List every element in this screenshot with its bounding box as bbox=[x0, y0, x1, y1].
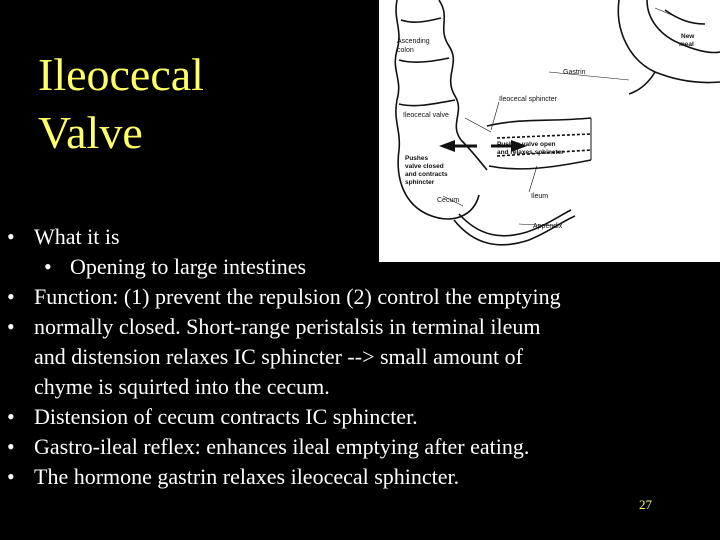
label-new-meal-1: New bbox=[681, 33, 695, 40]
label-pushes-closed-4: sphincter bbox=[405, 179, 435, 186]
bullet-gastro-ileal-reflex bbox=[0, 432, 720, 462]
bullet-text: Opening to large intestines bbox=[70, 254, 307, 279]
label-pushes-closed-3: and contracts bbox=[405, 171, 448, 178]
label-ascending-colon-1: Ascending bbox=[397, 38, 430, 45]
label-cecum: Cecum bbox=[437, 197, 460, 204]
label-gastrin: Gastrin bbox=[563, 69, 586, 76]
bullet-normally-closed bbox=[0, 312, 720, 342]
bullet-marker: • bbox=[7, 224, 15, 249]
leader-lines bbox=[443, 8, 679, 226]
bullet-what-it-is bbox=[0, 222, 720, 252]
label-ileocecal-valve: Ileocecal valve bbox=[403, 112, 449, 119]
arrow-left-icon bbox=[439, 140, 455, 152]
label-ileocecal-sphincter: Ileocecal sphincter bbox=[499, 96, 557, 103]
bullet-text: Gastro-ileal reflex: enhances ileal emptying after eating. bbox=[34, 434, 530, 459]
bullet-distension bbox=[0, 402, 720, 432]
bullet-text: Function: (1) prevent the repulsion (2) control the emptying bbox=[34, 284, 561, 309]
label-pushes-open-1: Pushes valve open bbox=[497, 141, 556, 148]
bullet-normally-closed-line-2: and distension relaxes IC sphincter --> small amount of bbox=[34, 344, 523, 369]
label-pushes-closed-1: Pushes bbox=[405, 155, 429, 162]
bullet-text-line-1: normally closed. Short-range peristalsis in terminal ileum bbox=[34, 314, 541, 339]
title-line-2: Valve bbox=[38, 107, 143, 158]
label-ileum: Ileum bbox=[531, 193, 549, 200]
bullet-normally-closed-line-3: chyme is squirted into the cecum. bbox=[34, 374, 330, 399]
ascending-colon-drawing bbox=[395, 0, 461, 150]
bullet-marker: • bbox=[44, 254, 52, 279]
label-pushes-closed-2: valve closed bbox=[405, 163, 444, 170]
bullet-marker: • bbox=[7, 404, 15, 429]
label-new-meal-2: meal bbox=[679, 41, 694, 48]
page-number: 27 bbox=[639, 497, 652, 512]
bullet-gastrin bbox=[0, 462, 720, 492]
label-appendix: Appendix bbox=[533, 223, 563, 230]
bullet-text: The hormone gastrin relaxes ileocecal sphincter. bbox=[34, 464, 460, 489]
bullet-function bbox=[0, 282, 720, 312]
bullet-list bbox=[0, 222, 720, 492]
bullet-text: Distension of cecum contracts IC sphincter. bbox=[34, 404, 418, 429]
bullet-marker: • bbox=[7, 284, 15, 309]
bullet-text: What it is bbox=[34, 224, 120, 249]
title-line-1: Ileocecal bbox=[38, 49, 204, 100]
slide-title bbox=[38, 46, 204, 162]
bullet-marker: • bbox=[7, 464, 15, 489]
sub-bullet-opening bbox=[0, 252, 720, 282]
label-ascending-colon-2: colon bbox=[397, 47, 414, 54]
label-pushes-open-2: and relaxes sphincter bbox=[497, 149, 564, 156]
bullet-marker: • bbox=[7, 434, 15, 459]
bullet-marker: • bbox=[7, 314, 15, 339]
